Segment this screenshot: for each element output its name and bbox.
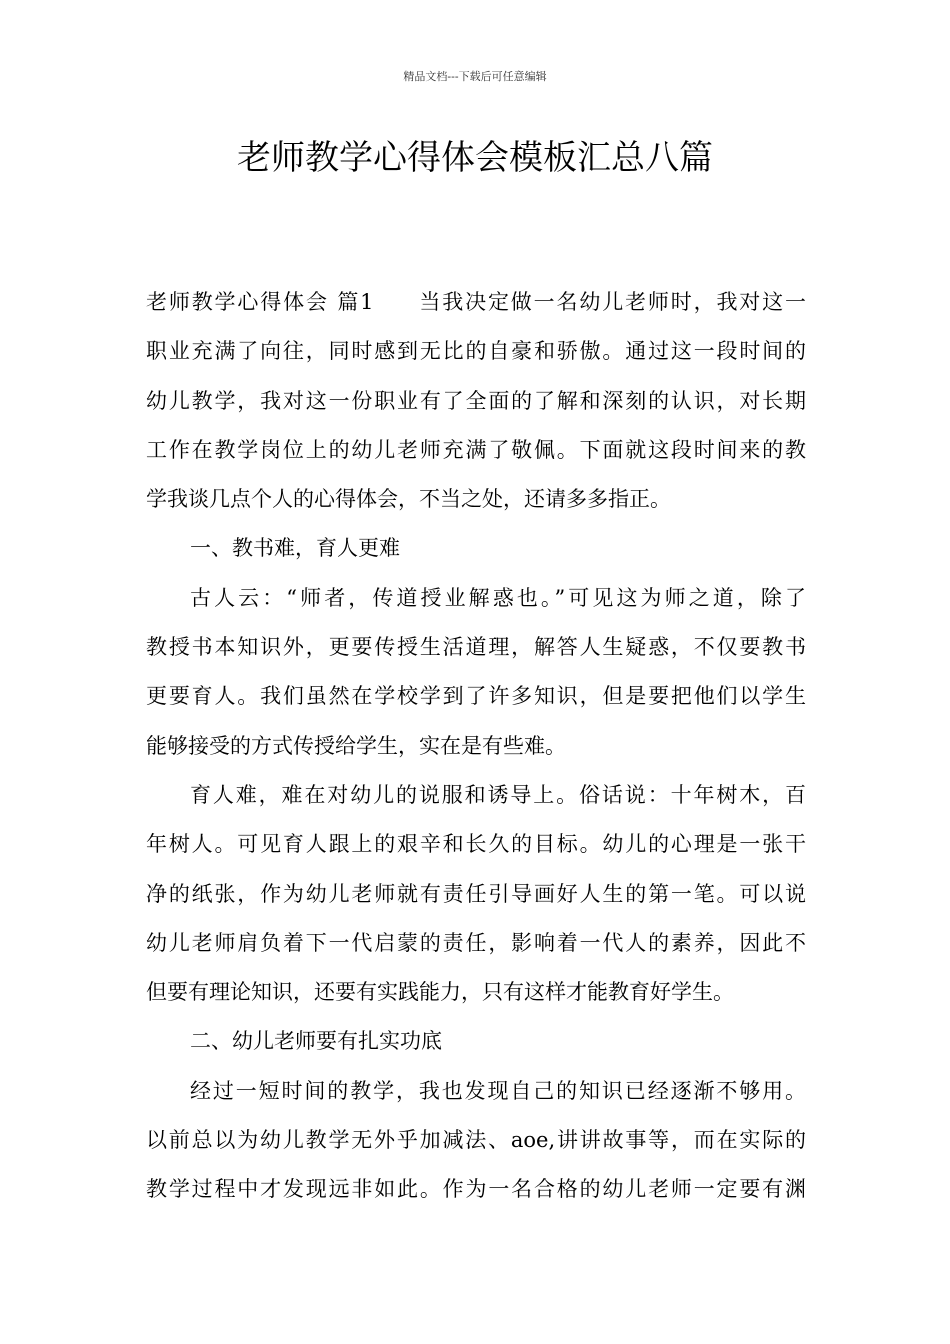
section-heading: 二、幼儿老师要有扎实功底 bbox=[190, 1029, 442, 1054]
paragraph-line: 教学过程中才发现远非如此。作为一名合格的幼儿老师一定要有渊 bbox=[146, 1177, 806, 1202]
section-label: 老师教学心得体会 篇1 bbox=[146, 290, 374, 314]
paragraph-line: 工作在教学岗位上的幼儿老师充满了敬佩。下面就这段时间来的教 bbox=[146, 437, 806, 462]
paragraph-text: 当我决定做一名幼儿老师时，我对这一 bbox=[417, 290, 806, 314]
paragraph-line: 年树人。可见育人跟上的艰辛和长久的目标。幼儿的心理是一张干 bbox=[146, 832, 806, 857]
paragraph-line: 幼儿教学，我对这一份职业有了全面的了解和深刻的认识，对长期 bbox=[146, 388, 806, 413]
paragraph-line bbox=[146, 278, 806, 327]
paragraph-line: 幼儿老师肩负着下一代启蒙的责任，影响着一代人的素养，因此不 bbox=[146, 930, 806, 955]
paragraph-line: 学我谈几点个人的心得体会，不当之处，还请多多指正。 bbox=[146, 487, 671, 512]
document-body bbox=[146, 278, 806, 1215]
paragraph-line: 经过一短时间的教学，我也发现自己的知识已经逐渐不够用。 bbox=[190, 1078, 806, 1103]
header-note: 精品文档---下载后可任意编辑 bbox=[403, 70, 547, 83]
paragraph-line: 育人难，难在对幼儿的说服和诱导上。俗话说：十年树木，百 bbox=[190, 782, 806, 807]
paragraph-line: 以前总以为幼儿教学无外乎加减法、aoe,讲讲故事等，而在实际的 bbox=[146, 1128, 806, 1153]
section-heading: 一、教书难，育人更难 bbox=[190, 536, 400, 561]
paragraph-line: 教授书本知识外，更要传授生活道理，解答人生疑惑，不仅要教书 bbox=[146, 635, 806, 660]
paragraph-line: 更要育人。我们虽然在学校学到了许多知识，但是要把他们以学生 bbox=[146, 684, 806, 709]
paragraph-line: 能够接受的方式传授给学生，实在是有些难。 bbox=[146, 733, 566, 758]
paragraph-line: 净的纸张，作为幼儿老师就有责任引导画好人生的第一笔。可以说 bbox=[146, 881, 806, 906]
paragraph-line: 古人云：“师者，传道授业解惑也。”可见这为师之道，除了 bbox=[190, 585, 806, 610]
paragraph-line: 职业充满了向往，同时感到无比的自豪和骄傲。通过这一段时间的 bbox=[146, 339, 806, 364]
paragraph-line: 但要有理论知识，还要有实践能力，只有这样才能教育好学生。 bbox=[146, 980, 734, 1005]
page-title: 老师教学心得体会模板汇总八篇 bbox=[237, 138, 713, 178]
